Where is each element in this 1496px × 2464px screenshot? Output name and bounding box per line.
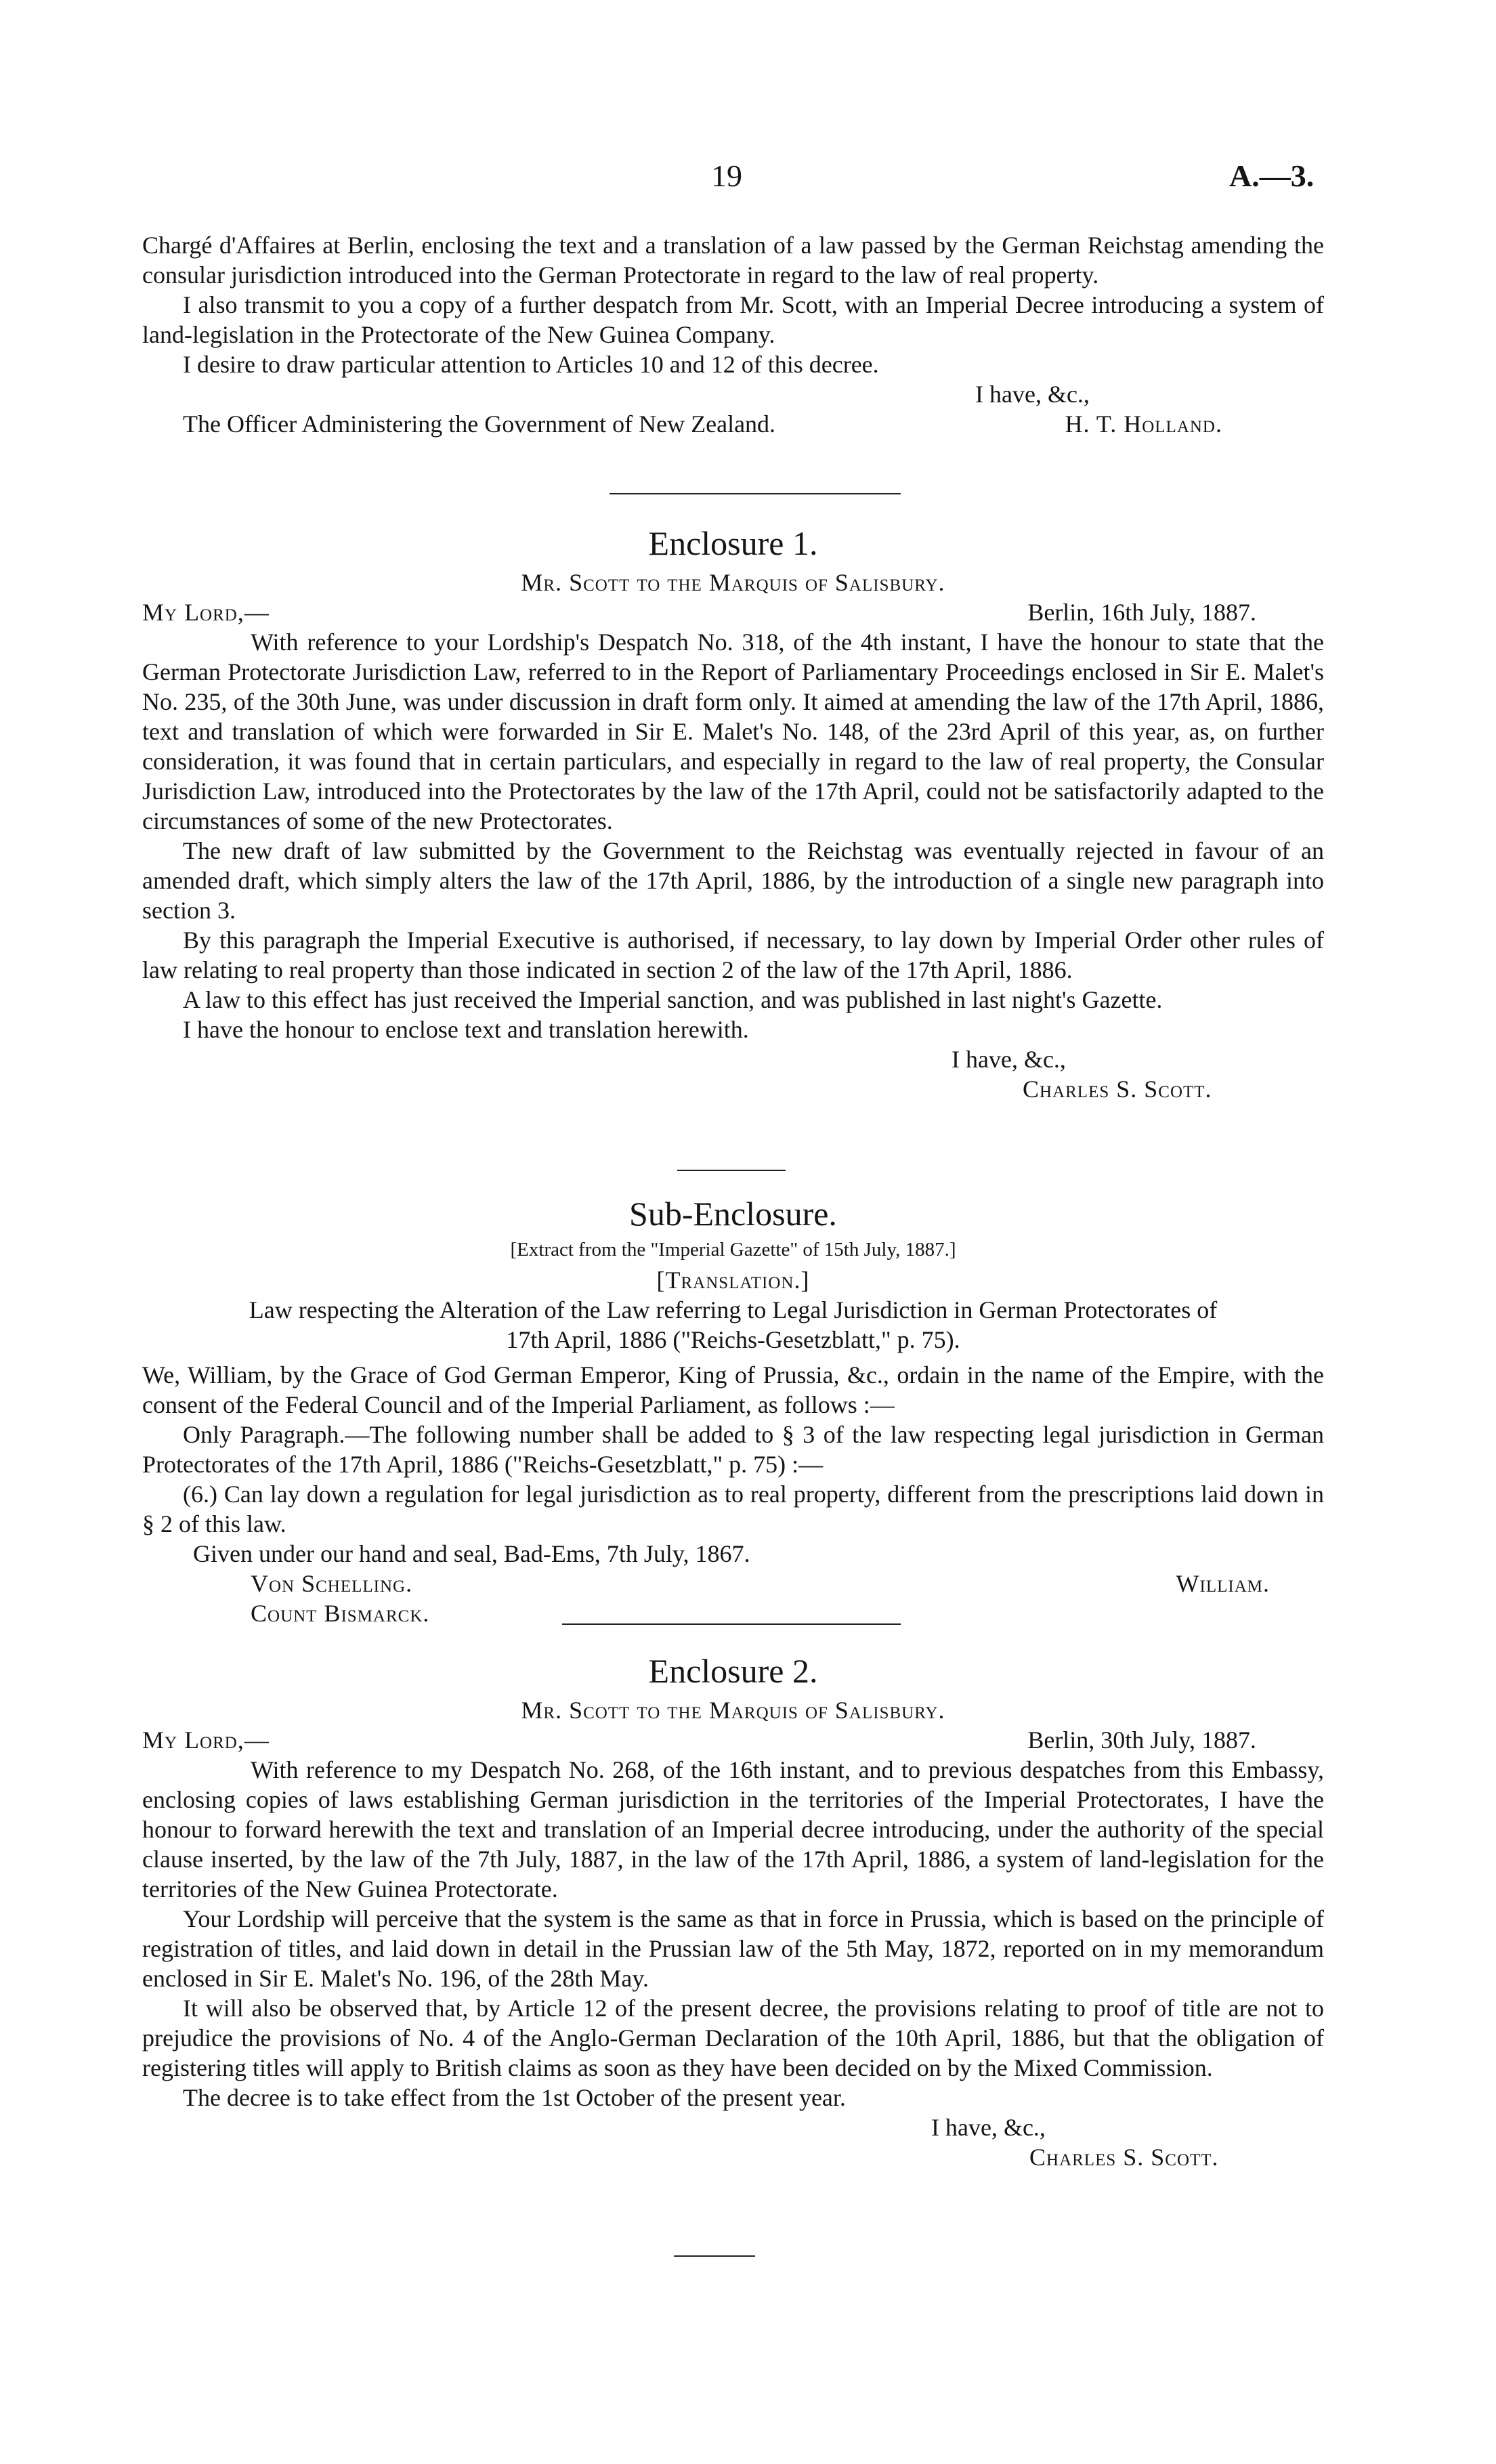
letter-paragraph: With reference to your Lordship's Despatch No. 318, of the 4th instant, I have the honour to state that the German Protectorate Jurisdiction Law, referred to in the Report of Parliamentary Proceedings enclosed in Sir E. Malet's No. 235, of the 30th June, was under discussion in draft form only. It aimed at amending the law of the 17th April, 1886, text and translation of which were forwarded in Sir E. Malet's No. 148, of the 23rd April of this year, as, on further consideration, it was found that in certain particulars, and especially in regard to the law of real property, the Consular Jurisdiction Law, introduced into the Protectorates by the law of the 17th April, could not be satisfactorily adapted to the circumstances of some of the new Protectorates. — [142, 629, 1324, 834]
intro-paragraph: Chargé d'Affaires at Berlin, enclosing the text and a translation of a law passed by the German Reichstag amending the consular jurisdiction introduced into the German Protectorate in regard to the law of real property. — [142, 232, 1324, 289]
salutation: My Lord,— — [142, 1726, 270, 1754]
law-paragraph: Only Paragraph.—The following number shall be added to § 3 of the law respecting legal jurisdiction in German Protectorates of the 17th April, 1886 ("Reichs-Gesetzblatt," p. 75) :— — [142, 1421, 1324, 1478]
salutation-line — [142, 597, 1324, 627]
enclosure-2-heading: Enclosure 2. — [648, 1652, 818, 1690]
letter-paragraph: I have the honour to enclose text and translation herewith. — [183, 1016, 749, 1043]
enclosure-1-subheading: Mr. Scott to the Marquis of Salisbury. — [521, 569, 945, 596]
section-divider — [674, 2255, 755, 2257]
enclosure-2-subheading: Mr. Scott to the Marquis of Salisbury. — [521, 1697, 945, 1724]
sub-enclosure-section — [142, 1237, 1324, 1628]
section-divider — [610, 493, 901, 494]
enclosure-1-heading: Enclosure 1. — [648, 524, 818, 562]
letter-paragraph: The new draft of law submitted by the Government to the Reichstag was eventually rejected in favour of an amended draft, which simply alters the law of the 17th April, 1886, by the introduction of a single new paragraph into section 3. — [142, 837, 1324, 924]
signatory: Charles S. Scott. — [1023, 1076, 1212, 1103]
closing-phrase: I have, &c., — [931, 2114, 1046, 2141]
intro-paragraph: I also transmit to you a copy of a further despatch from Mr. Scott, with an Imperial Decree introducing a system of land-legislation in the Protectorate of the New Guinea Company. — [142, 291, 1324, 348]
signatory: H. T. Holland. — [1065, 410, 1222, 438]
intro-section — [142, 230, 1324, 439]
place-date: Berlin, 16th July, 1887. — [1027, 599, 1256, 626]
letter-paragraph: By this paragraph the Imperial Executive is authorised, if necessary, to lay down by Imperial Order other rules of law relating to real property than those indicated in section 2 of the law of the 17th April, 1886. — [142, 927, 1324, 983]
place-date: Berlin, 30th July, 1887. — [1027, 1726, 1256, 1754]
law-title: Law respecting the Alteration of the Law referring to Legal Jurisdiction in German Protectorates of 17th April, 1886 ("Reichs-Gesetzblatt," p. 75). — [249, 1296, 1218, 1353]
address-line — [142, 409, 1324, 439]
law-clause: (6.) Can lay down a regulation for legal jurisdiction as to real property, different from the prescriptions laid down in § 2 of this law. — [142, 1481, 1324, 1537]
translation-note: [Translation.] — [656, 1267, 810, 1294]
closing-phrase: I have, &c., — [975, 381, 1090, 408]
series-reference: A.—3. — [1229, 158, 1315, 193]
letter-paragraph: The decree is to take effect from the 1st October of the present year. — [183, 2084, 846, 2111]
addressee: The Officer Administering the Government of New Zealand. — [183, 410, 776, 438]
sub-enclosure-heading: Sub-Enclosure. — [629, 1195, 837, 1233]
extract-note: [Extract from the "Imperial Gazette" of 15th July, 1887.] — [510, 1239, 956, 1260]
signatory: Charles S. Scott. — [1029, 2144, 1219, 2171]
section-divider — [562, 1623, 901, 1625]
signer-left: Count Bismarck. — [251, 1600, 430, 1627]
enclosure-2-section — [142, 1695, 1324, 2172]
letter-paragraph: It will also be observed that, by Article 12 of the present decree, the provisions relating to proof of title are not to prejudice the provisions of No. 4 of the Anglo-German Declaration of the 10th April, 1886, but that the obligation of registering titles will apply to British claims as soon as they have been decided on by the Mixed Commission. — [142, 1995, 1324, 2081]
signer-left: Von Schelling. — [251, 1570, 413, 1597]
signature-row — [142, 1569, 1324, 1598]
letter-paragraph: Your Lordship will perceive that the system is the same as that in force in Prussia, which is based on the principle of registration of titles, and laid down in detail in the Prussian law of the 5th May, 1872, reported on in my memorandum enclosed in Sir E. Malet's No. 196, of the 28th May. — [142, 1905, 1324, 1992]
intro-paragraph: I desire to draw particular attention to Articles 10 and 12 of this decree. — [183, 351, 879, 378]
given-line: Given under our hand and seal, Bad-Ems, 7th July, 1867. — [193, 1540, 750, 1567]
law-preamble: We, William, by the Grace of God German Emperor, King of Prussia, &c., ordain in the name of the Empire, with the consent of the Federal Council and of the Imperial Parliament, as follows :— — [142, 1361, 1324, 1418]
page-number: 19 — [711, 158, 742, 193]
letter-paragraph: A law to this effect has just received the Imperial sanction, and was published in last night's Gazette. — [183, 986, 1163, 1013]
salutation-line — [142, 1725, 1324, 1755]
signer-right: William. — [1176, 1570, 1270, 1597]
salutation: My Lord,— — [142, 599, 270, 626]
closing-phrase: I have, &c., — [952, 1046, 1066, 1073]
enclosure-1-section — [142, 568, 1324, 1104]
letter-paragraph: With reference to my Despatch No. 268, of the 16th instant, and to previous despatches from this Embassy, enclosing copies of laws establishing German jurisdiction in the territories of the Imperial Protectorates, I have the honour to forward herewith the text and translation of an Imperial decree introducing, under the authority of the special clause inserted, by the law of the 7th July, 1887, in the law of the 17th April, 1886, a system of land-legislation for the territories of the New Guinea Protectorate. — [142, 1756, 1324, 1903]
section-divider — [677, 1170, 786, 1171]
